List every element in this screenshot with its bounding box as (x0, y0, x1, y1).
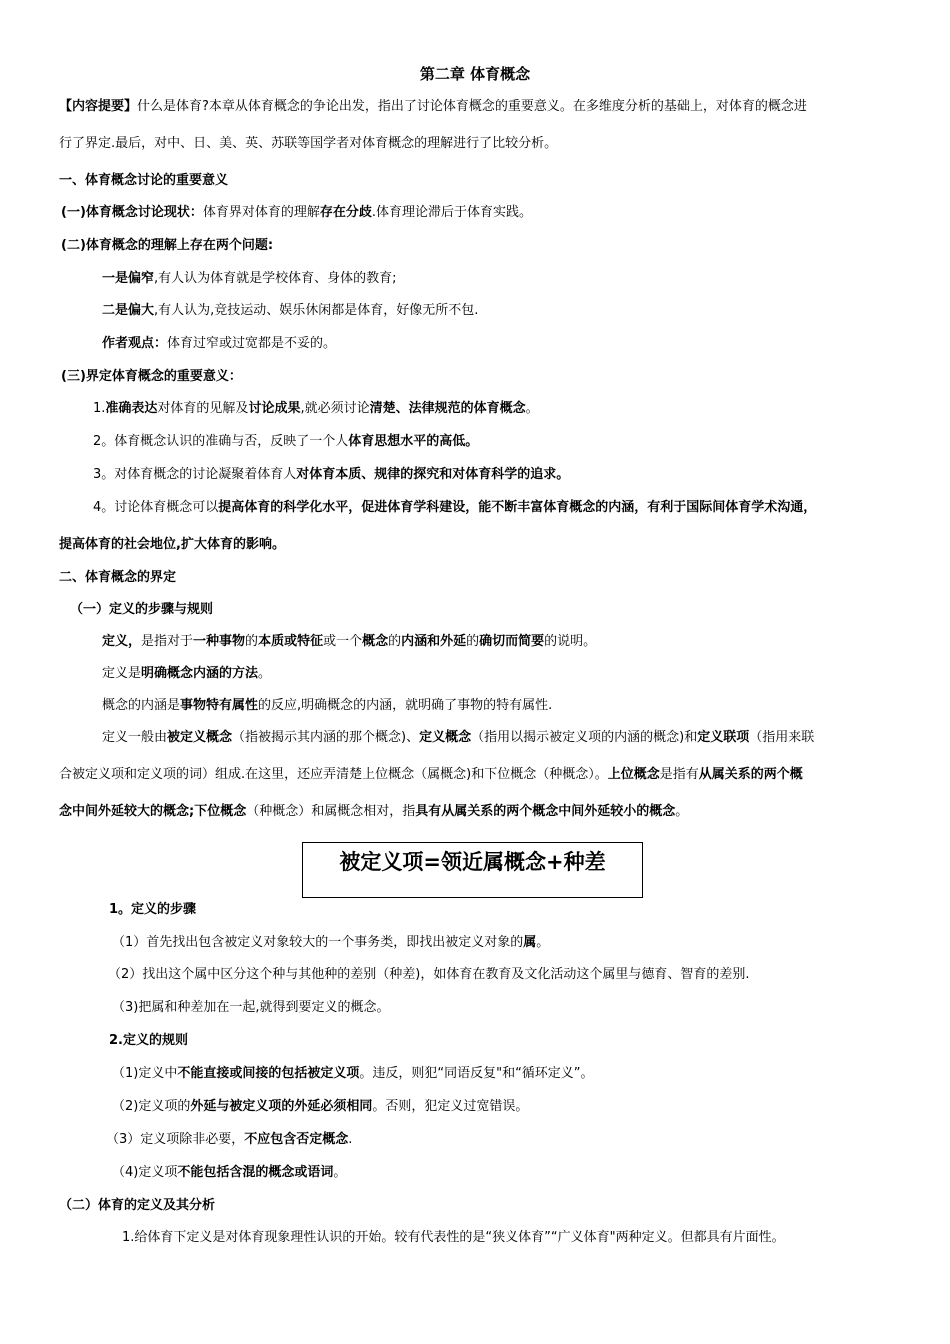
s1-p2-item-1-text: ,有人认为体育就是学校体育、身体的教育; (154, 271, 397, 286)
s1-p3-item-1 (93, 400, 539, 418)
s2-d3-b: 事物特有属性 (180, 698, 259, 713)
s2-sub2-para-1: 1.给体育下定义是对体育现象理性认识的开始。较有代表性的是“狭义体育”“广义体育"两种定义。但都具有片面性。 (122, 1230, 785, 1245)
s2-d4-c: （指被揭示其内涵的那个概念)、 (232, 730, 420, 745)
formula-text: 被定义项=领近属概念+种差 (339, 850, 606, 874)
summary-label: 【内容提要】 (59, 99, 138, 114)
s1-p1-label: (一)体育概念讨论现状： (61, 205, 203, 220)
rules-heading: 2.定义的规则 (109, 1033, 188, 1048)
step-1 (112, 934, 549, 952)
s2-d1-g: 概念 (362, 634, 389, 649)
chapter-title: 第二章 体育概念 (419, 65, 531, 83)
s2-d2-a: 定义是 (102, 666, 142, 681)
rule-4 (112, 1164, 346, 1182)
s2-subheading-1: （一）定义的步骤与规则 (70, 602, 214, 617)
s1-para-1 (61, 204, 532, 222)
rule-2-c: 。否则，犯定义过宽错误。 (372, 1099, 529, 1114)
s2-subheading-2: （二）体育的定义及其分析 (59, 1198, 216, 1213)
formula-box (302, 842, 643, 898)
s2-def-2 (102, 665, 271, 683)
s2-d3-c: 的反应,明确概念的内涵，就明确了事物的特有属性. (258, 698, 553, 713)
s2-d4-p: 。 (675, 804, 689, 819)
s1-p3-i1c: 对体育的见解及 (157, 401, 249, 416)
steps-heading: 1。定义的步骤 (109, 902, 197, 917)
s1-p1-text-2: .体育理论滞后于体育实践。 (371, 205, 533, 220)
s1-para-2-label: (二)体育概念的理解上存在两个问题: (61, 238, 274, 253)
step-1-text: （1）首先找出包含被定义对象较大的一个事务类，即找出被定义对象的 (112, 935, 524, 950)
s1-p2-item-3-bold: 作者观点： (102, 336, 168, 351)
s2-d4-d: 定义概念 (419, 730, 472, 745)
s2-d4-b: 被定义概念 (167, 730, 233, 745)
s1-para-3-label: (三)界定体育概念的重要意义： (61, 369, 242, 384)
s1-p3-i4b: 提高体育的科学化水平，促进体育学科建设，能不断丰富体育概念的内涵，有利于国际间体育学术沟通， (218, 500, 817, 515)
s1-p2-item-3-text: 体育过窄或过宽都是不妥的。 (167, 336, 337, 351)
summary-text-1: 什么是体育?本章从体育概念的争论出发，指出了讨论体育概念的重要意义。在多维度分析的基础上，对体育的概念进 (137, 99, 807, 114)
s2-d1-e: 本质或特征 (258, 634, 324, 649)
rule-1 (112, 1065, 594, 1083)
s2-d4-j: 是指有 (659, 767, 699, 782)
summary-line-2: 行了界定.最后，对中、日、美、英、苏联等国学者对体育概念的理解进行了比较分析。 (59, 136, 558, 151)
section-heading-2: 二、体育概念的界定 (59, 570, 177, 585)
s1-p3-item-4 (93, 499, 816, 517)
s2-d1-c: 一种事物 (193, 634, 246, 649)
s1-p2-item-3 (102, 335, 336, 353)
s2-d1-b: 是指对于 (141, 634, 194, 649)
s1-p3-i2a: 2。体育概念认识的准确与否，反映了一个人 (93, 434, 349, 449)
rule-2 (112, 1098, 528, 1116)
s1-p3-i1a: 1. (93, 401, 106, 416)
rule-2-a: （2)定义项的 (112, 1099, 191, 1114)
summary-line-1 (59, 98, 807, 116)
s2-d4-n: （种概念）和属概念相对，指 (246, 804, 416, 819)
s1-p2-item-1 (102, 270, 397, 288)
s2-def-4-line-1 (102, 729, 814, 747)
s1-p3-i3a: 3。对体育概念的讨论凝聚着体育人 (93, 467, 297, 482)
s2-d4-k: 从属关系的两个概 (698, 767, 803, 782)
rule-2-b: 外延与被定义项的外延必须相同 (190, 1099, 373, 1114)
s1-p3-i1g: 。 (525, 401, 539, 416)
rule-3 (106, 1131, 352, 1149)
s2-def-4-line-3 (59, 803, 688, 821)
s1-p1-text: 体育界对体育的理解 (202, 205, 320, 220)
step-3: （3)把属和种差加在一起,就得到要定义的概念。 (112, 1000, 390, 1015)
s2-def-3 (102, 697, 552, 715)
s2-d4-i: 上位概念 (607, 767, 660, 782)
s2-def-1 (102, 633, 596, 651)
s2-d1-l: 的说明。 (544, 634, 597, 649)
s2-d4-a: 定义一般由 (102, 730, 168, 745)
s1-p3-item-3 (93, 466, 569, 484)
s2-d4-g: （指用来联 (749, 730, 815, 745)
rule-4-b: 不能包括含混的概念或语词 (177, 1165, 334, 1180)
rule-3-c: . (348, 1132, 353, 1147)
s1-p2-item-2 (102, 302, 478, 320)
s2-d1-h: 的 (388, 634, 402, 649)
s1-p1-bold: 存在分歧 (319, 205, 372, 220)
rule-3-b: 不应包含否定概念 (244, 1132, 349, 1147)
s2-d1-k: 确切而简要 (479, 634, 545, 649)
s1-p2-item-2-bold: 二是偏大 (102, 303, 155, 318)
s2-d3-a: 概念的内涵是 (102, 698, 181, 713)
s1-p3-i1d: 讨论成果 (248, 401, 301, 416)
rule-1-c: 。违反，则犯“同语反复"和“循环定义”。 (359, 1066, 594, 1081)
step-1-end: 。 (536, 935, 550, 950)
s2-d4-e: （指用以揭示被定义项的内涵的概念)和 (471, 730, 698, 745)
s2-def-4-line-2 (59, 766, 803, 784)
s2-d2-c: 。 (258, 666, 272, 681)
s2-d1-i: 内涵和外延 (401, 634, 467, 649)
rule-1-a: （1)定义中 (112, 1066, 178, 1081)
s2-d2-b: 明确概念内涵的方法 (141, 666, 259, 681)
s1-p3-i2b: 体育思想水平的高低。 (348, 434, 479, 449)
s1-p3-i4a: 4。讨论体育概念可以 (93, 500, 219, 515)
s2-d4-m: 下位概念 (194, 804, 247, 819)
s1-p2-item-2-text: ,有人认为,竞技运动、娱乐休闲都是体育，好像无所不包. (154, 303, 479, 318)
s2-d4-o: 具有从属关系的两个概念中间外延较小的概念 (415, 804, 676, 819)
s2-d1-f: 或一个 (323, 634, 363, 649)
rule-4-a: （4)定义项 (112, 1165, 178, 1180)
s2-d4-h: 合被定义项和定义项的词）组成.在这里，还应弄清楚上位概念（属概念)和下位概念（种概念）。 (59, 767, 608, 782)
s2-d1-d: 的 (245, 634, 259, 649)
rule-1-b: 不能直接或间接的包括被定义项 (177, 1066, 360, 1081)
s2-d1-a: 定义， (102, 634, 142, 649)
s1-p2-item-1-bold: 一是偏窄 (102, 271, 155, 286)
section-heading-1: 一、体育概念讨论的重要意义 (59, 173, 229, 188)
step-2: （2）找出这个属中区分这个种与其他种的差别（种差)，如体育在教育及文化活动这个属里与德育、智育的差别. (108, 967, 750, 982)
s2-d4-l: 念中间外延较大的概念; (59, 804, 195, 819)
s1-p3-item-4-cont: 提高体育的社会地位,扩大体育的影响。 (59, 537, 285, 552)
s1-p3-i1f: 清楚、法律规范的体育概念 (369, 401, 526, 416)
s2-d4-f: 定义联项 (697, 730, 750, 745)
s1-p3-i3b: 对体育本质、规律的探究和对体育科学的追求。 (296, 467, 570, 482)
s1-p3-i1e: ,就必须讨论 (300, 401, 370, 416)
s1-p3-i1b: 准确表达 (105, 401, 158, 416)
step-1-bold: 属 (523, 935, 537, 950)
rule-4-c: 。 (333, 1165, 347, 1180)
s1-p3-item-2 (93, 433, 478, 451)
s2-d1-j: 的 (466, 634, 480, 649)
rule-3-a: （3）定义项除非必要， (106, 1132, 245, 1147)
